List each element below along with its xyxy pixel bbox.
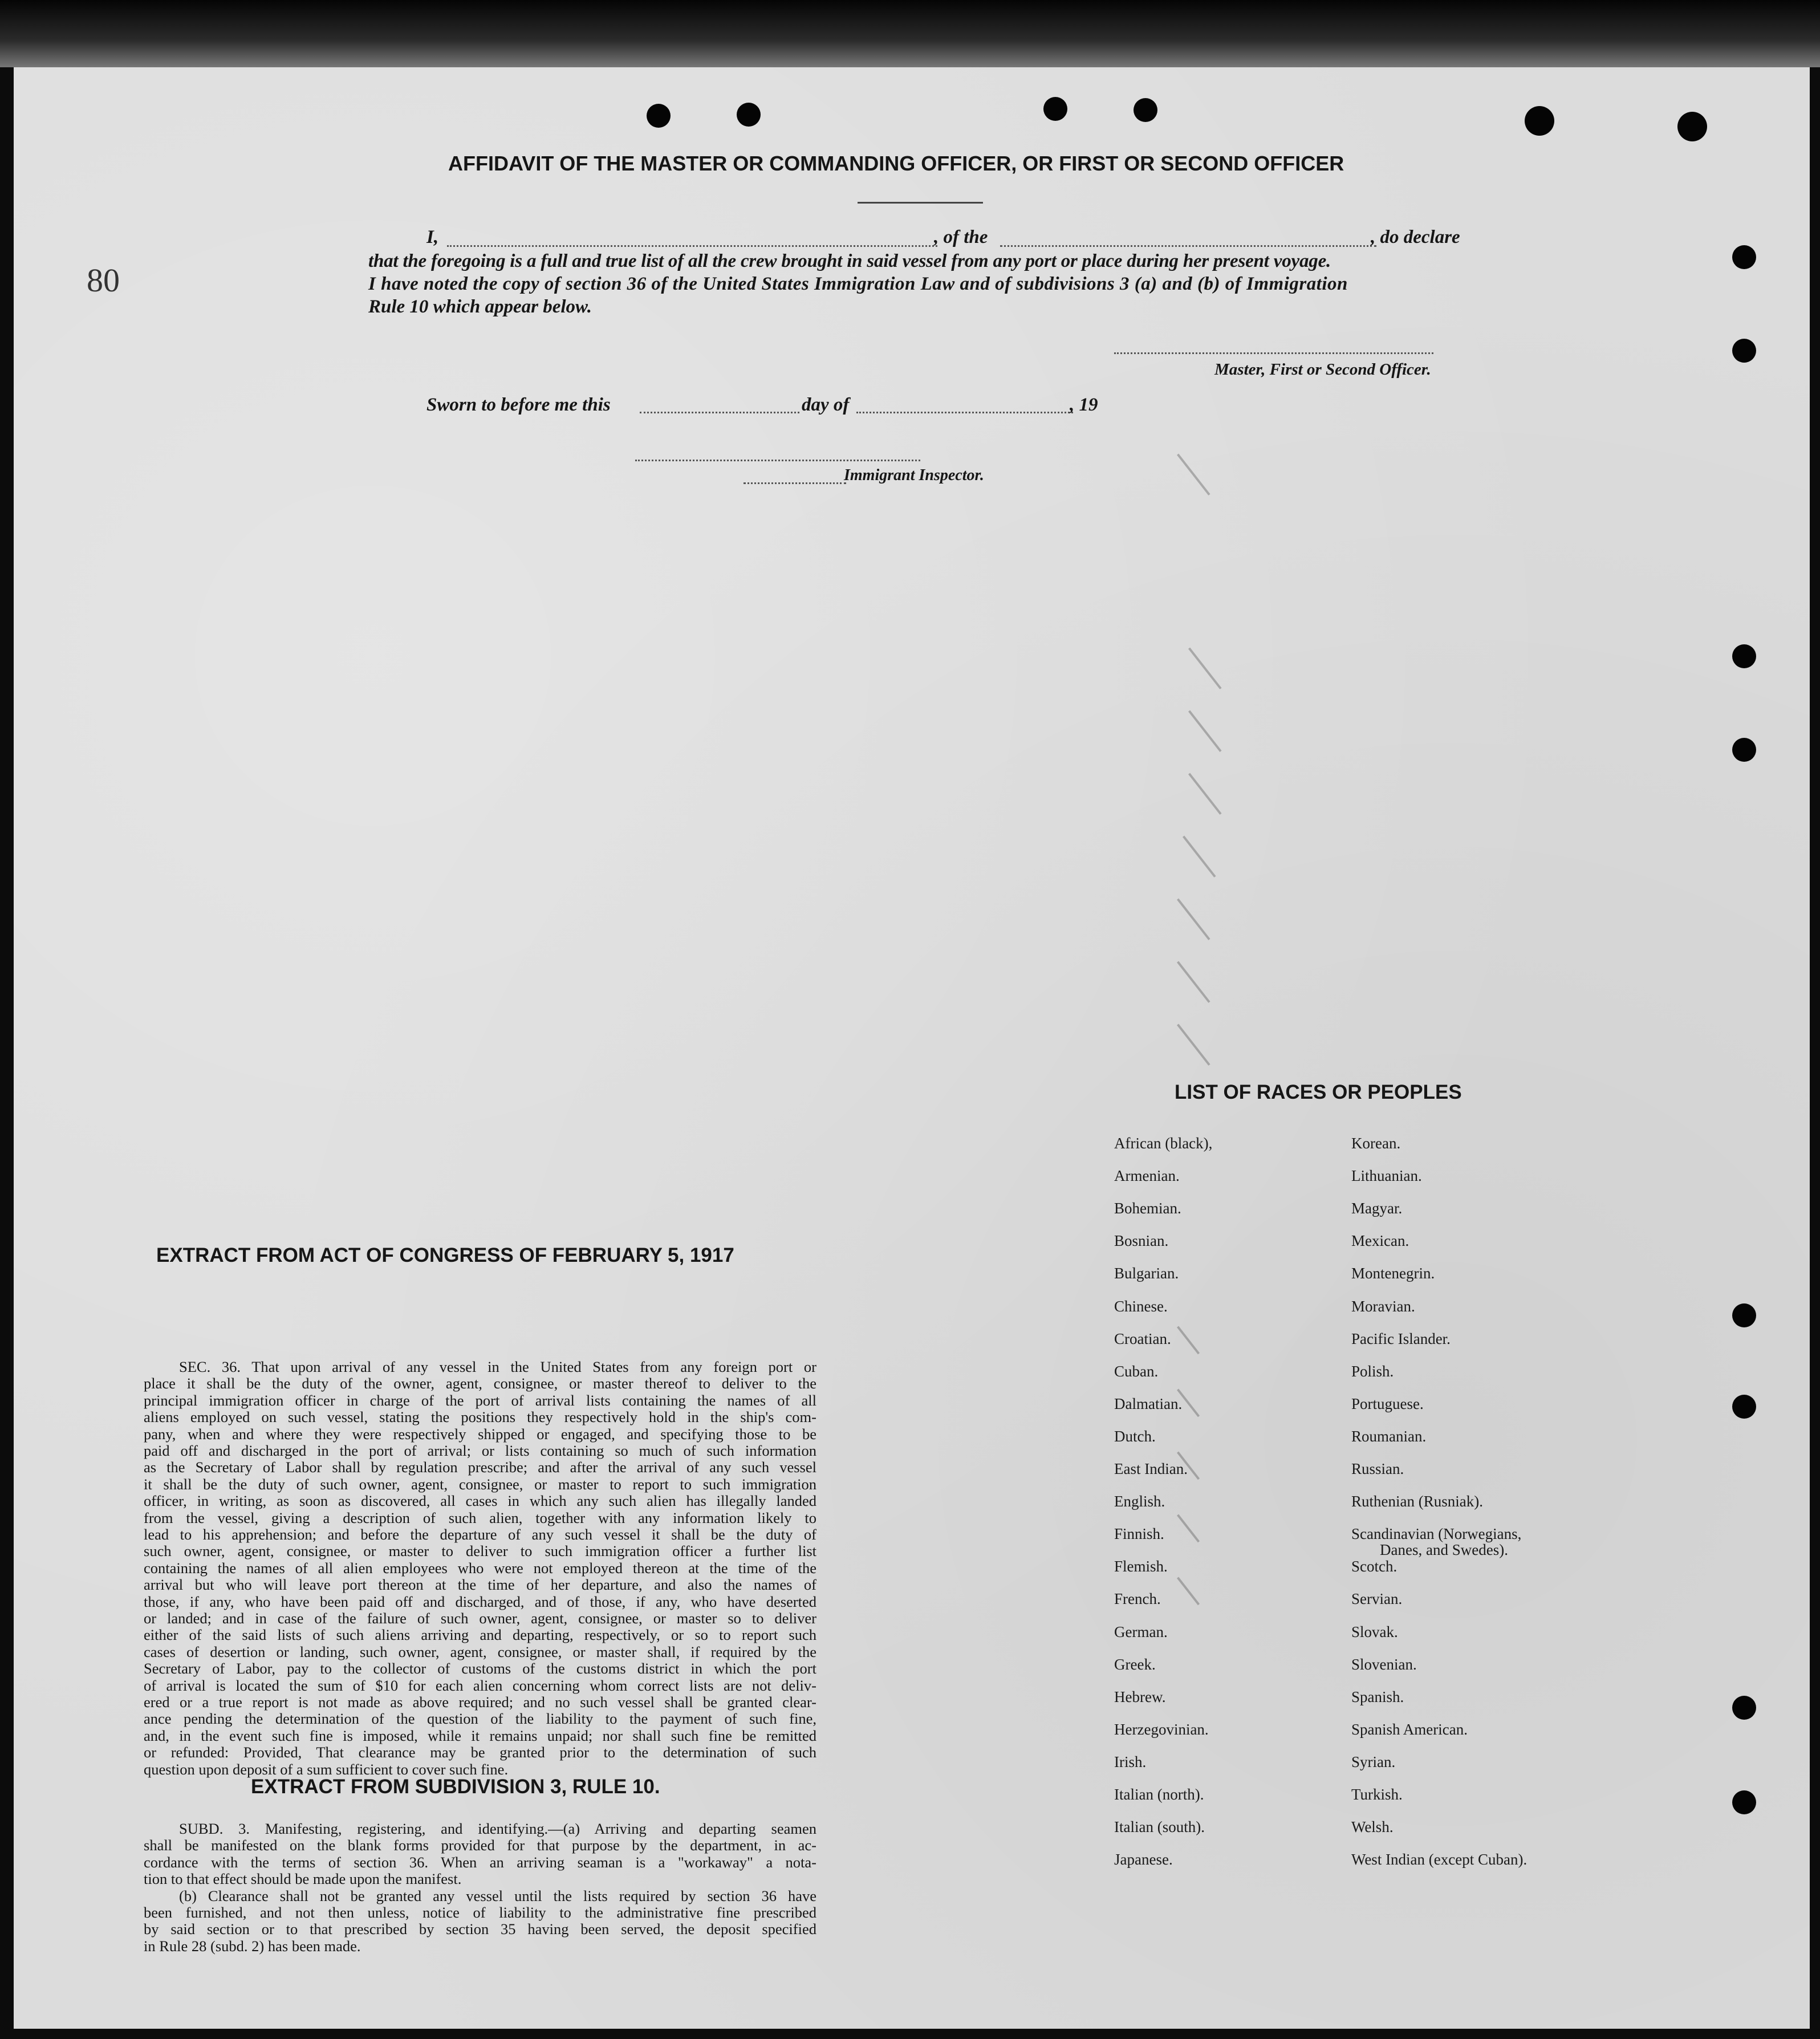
punch-hole [1732, 644, 1756, 668]
rule-line: by said section or to that prescribed by section 35 having been served, the deposit specified [144, 1920, 816, 1938]
rule-line: cordance with the terms of section 36. When an arriving seaman is a "workaway" a nota- [144, 1853, 816, 1871]
pencil-mark [1188, 648, 1222, 689]
punch-hole [1732, 1395, 1756, 1419]
pencil-mark [1177, 1514, 1200, 1543]
race-item: Italian (south). [1114, 1818, 1205, 1836]
punch-hole [1732, 245, 1756, 269]
act-line: of arrival is located the sum of $10 for each alien concerning whom correct lists are not deliv- [144, 1676, 816, 1694]
act-line: ered or a true report is not made as above required; and no such vessel shall be granted clear- [144, 1693, 816, 1711]
rule-line: shall be manifested on the blank forms provided for that purpose by the department, in ac- [144, 1837, 816, 1854]
race-item: German. [1114, 1623, 1168, 1640]
pencil-mark [1188, 710, 1222, 752]
pencil-mark [1177, 1024, 1210, 1066]
pencil-mark [1183, 836, 1216, 878]
race-item: Flemish. [1114, 1558, 1168, 1575]
pencil-mark [1177, 1577, 1200, 1606]
act-line: paid off and discharged in the port of arrival; or lists containing so much of such information [144, 1442, 816, 1459]
act-line: ance pending the determination of the question of the liability to the payment of such fine, [144, 1710, 816, 1728]
master-signature-label: Master, First or Second Officer. [1214, 360, 1431, 379]
race-item: Turkish. [1351, 1786, 1403, 1803]
master-signature-line [1114, 352, 1433, 354]
act-line: from the vessel, giving a description of such alien, together with any information likely to [144, 1509, 816, 1526]
race-item: Welsh. [1351, 1818, 1394, 1836]
race-item: Italian (north). [1114, 1786, 1204, 1803]
act-line: or landed; and in case of the failure of such owner, agent, consignee, or master so to deliver [144, 1610, 816, 1627]
race-item: Bohemian. [1114, 1200, 1181, 1217]
act-title: EXTRACT FROM ACT OF CONGRESS OF FEBRUARY 5, 1917 [156, 1244, 734, 1266]
rule-line: in Rule 28 (subd. 2) has been made. [144, 1937, 361, 1955]
act-line: and, in the event such fine is imposed, while it remains unpaid; nor shall such fine be remitted [144, 1727, 816, 1744]
race-item: Moravian. [1351, 1297, 1415, 1315]
affidavit-title: AFFIDAVIT OF THE MASTER OR COMMANDING OFFICER, OR FIRST OR SECOND OFFICER [448, 152, 1344, 175]
punch-hole [1732, 738, 1756, 762]
punch-hole [647, 104, 671, 128]
race-item: Montenegrin. [1351, 1265, 1435, 1282]
race-item: West Indian (except Cuban). [1351, 1851, 1528, 1869]
race-item: Cuban. [1114, 1362, 1159, 1380]
race-item: Dutch. [1114, 1427, 1156, 1445]
pencil-mark [1177, 961, 1210, 1003]
pencil-mark [1177, 899, 1210, 940]
name-blank [447, 245, 937, 247]
race-item: Chinese. [1114, 1297, 1168, 1315]
act-line: as the Secretary of Labor shall by regulation prescribe; and after the arrival of any such vessel [144, 1459, 816, 1476]
affidavit-declare: , do declare [1371, 227, 1460, 247]
race-item: Croatian. [1114, 1330, 1171, 1347]
title-underline [858, 202, 983, 204]
race-item: Korean. [1351, 1135, 1401, 1152]
act-line: aliens employed on such vessel, stating the positions they respectively hold in the ship's com- [144, 1408, 816, 1426]
race-item: Mexican. [1351, 1232, 1409, 1250]
race-item: Finnish. [1114, 1525, 1164, 1543]
pencil-mark [1177, 1326, 1200, 1355]
act-line: officer, in writing, as soon as discovered, all cases in which any such alien has illegally landed [144, 1492, 816, 1510]
act-line: such owner, agent, consignee, or master to deliver to such immigration officer a further list [144, 1542, 816, 1560]
act-line: arrival but who will leave port thereon at the time of her departure, and also the names of [144, 1576, 816, 1594]
affidavit-line-3: I have noted the copy of section 36 of the United States Immigration Law and of subdivisions 3 (a) and (b) of Immigration [368, 274, 1348, 294]
sworn-year: , 19 [1070, 395, 1098, 415]
race-item: Portuguese. [1351, 1395, 1424, 1412]
act-line: Secretary of Labor, pay to the collector of customs of the customs district in which the port [144, 1660, 816, 1677]
races-title: LIST OF RACES OR PEOPLES [1175, 1081, 1462, 1103]
act-line: principal immigration officer in charge of the port of arrival lists containing the names of all [144, 1391, 816, 1409]
race-item: Slovenian. [1351, 1655, 1417, 1673]
pencil-mark [1188, 773, 1222, 815]
rule-line: (b) Clearance shall not be granted any vessel until the lists required by section 36 have [179, 1887, 816, 1904]
race-item: Herzegovinian. [1114, 1720, 1209, 1738]
act-line: question upon deposit of a sum sufficient to cover such fine. [144, 1760, 509, 1778]
race-item: Scandinavian (Norwegians, [1351, 1525, 1522, 1543]
race-item: Polish. [1351, 1362, 1394, 1380]
race-item: Armenian. [1114, 1167, 1180, 1185]
punch-hole [1732, 339, 1756, 363]
race-item: Hebrew. [1114, 1688, 1166, 1705]
race-item: East Indian. [1114, 1460, 1188, 1477]
sworn-month-blank [856, 412, 1073, 413]
race-item: Bulgarian. [1114, 1265, 1179, 1282]
rule-line: SUBD. 3. Manifesting, registering, and identifying.—(a) Arriving and departing seamen [179, 1820, 816, 1837]
race-item: Lithuanian. [1351, 1167, 1422, 1185]
race-item: Irish. [1114, 1753, 1147, 1770]
act-line: place it shall be the duty of the owner, agent, consignee, or master thereof to deliver to the [144, 1375, 816, 1392]
document-page [14, 67, 1810, 2029]
punch-hole [1732, 1696, 1756, 1720]
act-line: lead to his apprehension; and before the departure of any such vessel it shall be the duty of [144, 1526, 816, 1543]
race-item: English. [1114, 1493, 1165, 1510]
race-item: French. [1114, 1590, 1161, 1608]
sworn-day-of: day of [802, 395, 850, 415]
sworn-text: Sworn to before me this [426, 395, 611, 415]
punch-hole [1043, 97, 1067, 121]
race-item: Japanese. [1114, 1851, 1173, 1869]
inspector-signature-line [635, 460, 920, 461]
rule-line: tion to that effect should be made upon the manifest. [144, 1870, 462, 1888]
pencil-mark [1177, 454, 1210, 495]
race-item: Magyar. [1351, 1200, 1403, 1217]
act-line: cases of desertion or landing, such owner, agent, consignee, or master shall, if required by the [144, 1643, 816, 1660]
act-line: pany, when and where they were respectively shipped or engaged, and specifying those to be [144, 1425, 816, 1443]
race-item: Greek. [1114, 1655, 1156, 1673]
punch-hole [1732, 1303, 1756, 1327]
act-line: it shall be the duty of such owner, agent, consignee, or master to report to such immigration [144, 1475, 816, 1493]
race-item: Syrian. [1351, 1753, 1396, 1770]
punch-hole [1525, 106, 1554, 136]
race-item: Bosnian. [1114, 1232, 1169, 1250]
race-item: Spanish American. [1351, 1720, 1468, 1738]
race-item: Dalmatian. [1114, 1395, 1183, 1412]
punch-hole [1732, 1790, 1756, 1814]
race-item: Roumanian. [1351, 1427, 1427, 1445]
race-item: Slovak. [1351, 1623, 1398, 1640]
punch-hole [1677, 112, 1707, 141]
race-item: African (black), [1114, 1135, 1213, 1152]
race-item: Russian. [1351, 1460, 1404, 1477]
race-item: Ruthenian (Rusniak). [1351, 1493, 1483, 1510]
vessel-blank [1000, 245, 1376, 247]
act-line: or refunded: Provided, That clearance may be granted prior to the determination of such [144, 1744, 816, 1761]
punch-hole [737, 103, 761, 127]
margin-mark: 08 [87, 262, 120, 299]
inspector-dots [744, 482, 846, 484]
act-line: either of the said lists of such aliens arriving and departing, respectively, or so to report such [144, 1626, 816, 1644]
race-item: Servian. [1351, 1590, 1403, 1608]
race-item-continuation: Danes, and Swedes). [1380, 1541, 1508, 1559]
scan-top-border [0, 0, 1820, 67]
affidavit-line-2: that the foregoing is a full and true list of all the crew brought in said vessel from any port or place during her present voyage. [368, 251, 1331, 271]
sworn-day-blank [640, 412, 799, 413]
affidavit-line-4: Rule 10 which appear below. [368, 296, 592, 317]
rule-line: been furnished, and not then unless, notice of liability to the administrative fine prescribed [144, 1904, 816, 1921]
rule-title: EXTRACT FROM SUBDIVISION 3, RULE 10. [251, 1776, 660, 1798]
punch-hole [1134, 98, 1157, 122]
race-item: Spanish. [1351, 1688, 1404, 1705]
race-item: Pacific Islander. [1351, 1330, 1451, 1347]
affidavit-of-the: , of the [934, 227, 988, 247]
race-item: Scotch. [1351, 1558, 1398, 1575]
inspector-label: Immigrant Inspector. [844, 466, 984, 484]
act-line: SEC. 36. That upon arrival of any vessel in the United States from any foreign port or [179, 1358, 816, 1375]
affidavit-i: I, [426, 227, 439, 247]
act-line: containing the names of all alien employees who were not employed thereon at the time of the [144, 1559, 816, 1577]
act-line: those, if any, who have been paid off and discharged, and of those, if any, who have deserted [144, 1593, 816, 1610]
